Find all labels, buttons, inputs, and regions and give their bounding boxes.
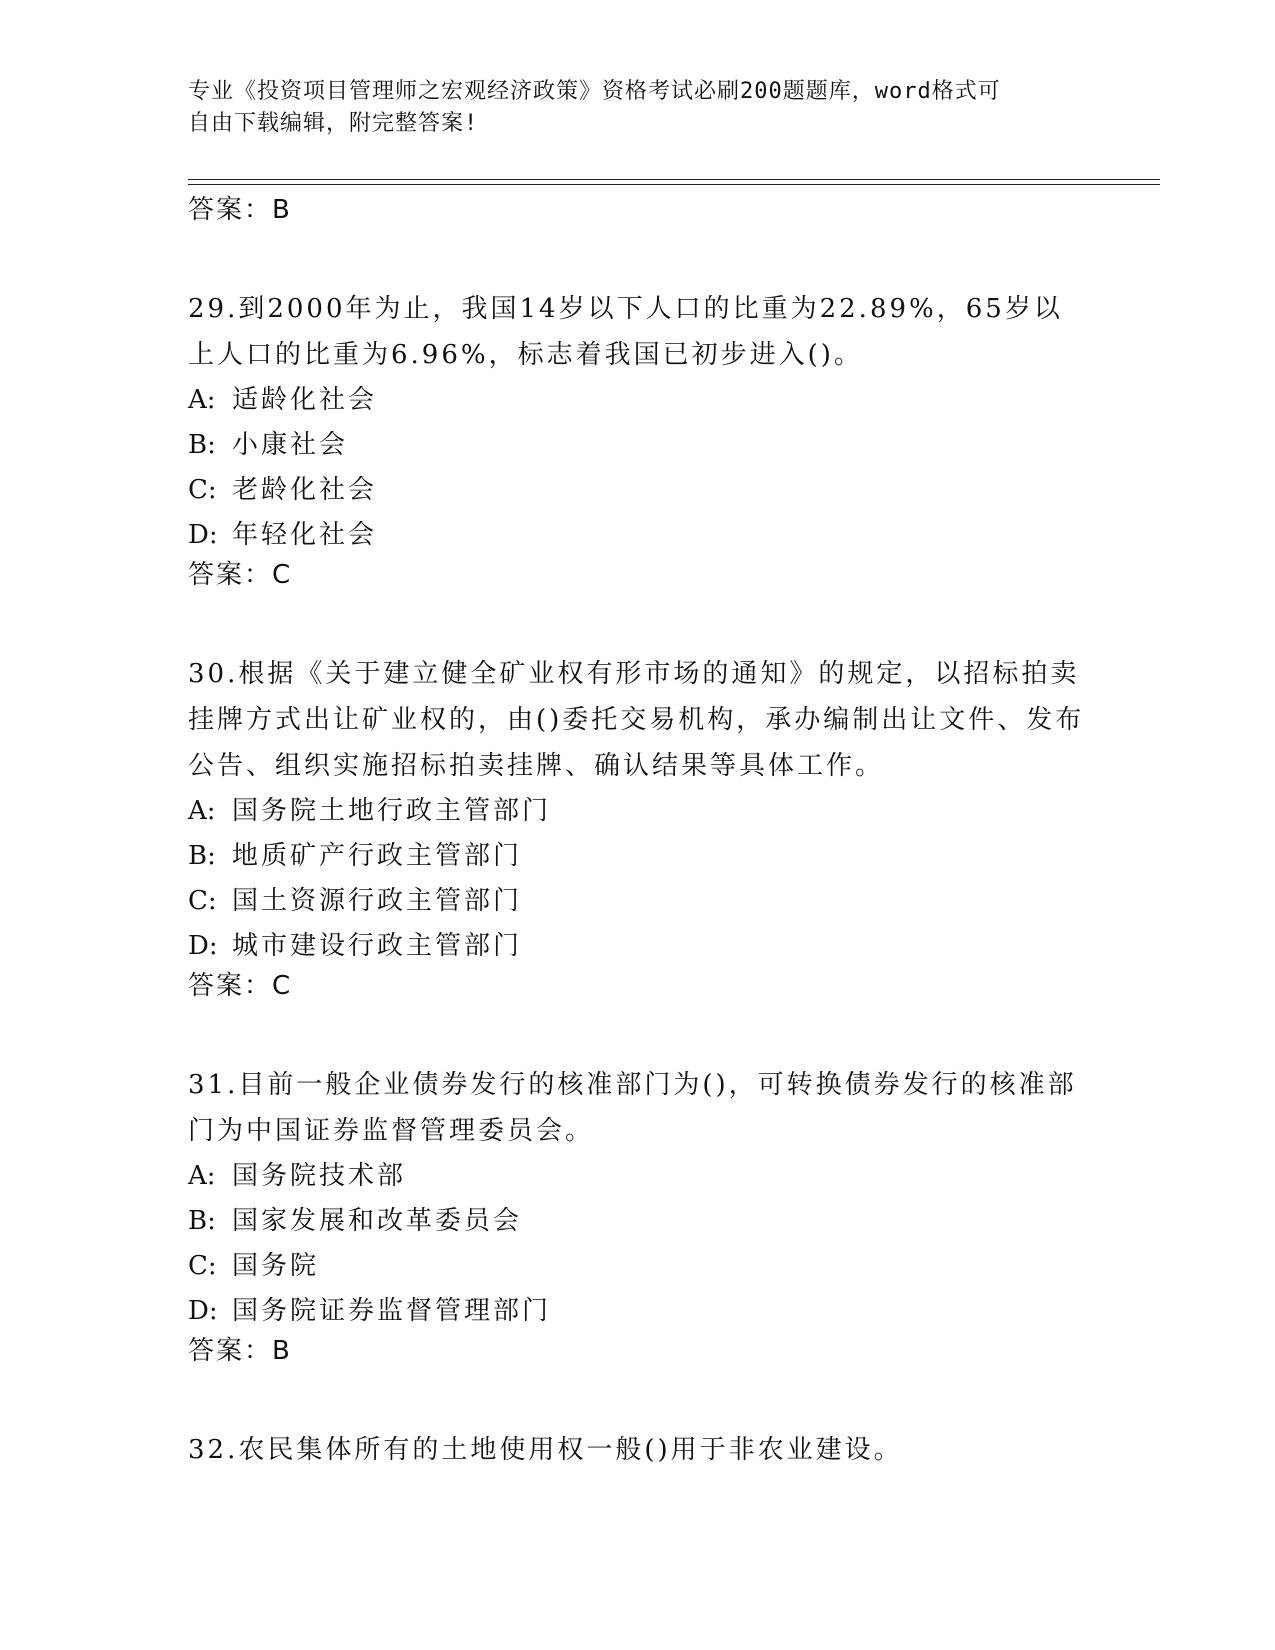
document-header: [188, 76, 1068, 140]
answer-line: 答案：C: [188, 971, 293, 1001]
option-a: [188, 789, 1088, 834]
header-line-2: 自由下载编辑，附完整答案!: [188, 111, 479, 136]
option-b: [188, 834, 1088, 879]
question-stem: 32.农民集体所有的土地使用权一般()用于非农业建设。: [188, 1435, 903, 1465]
option-text: 适龄化社会: [232, 385, 378, 415]
option-text: 国土资源行政主管部门: [232, 886, 523, 916]
previous-answer: 答案：B: [188, 195, 292, 225]
option-text: 国家发展和改革委员会: [232, 1206, 523, 1236]
question-list: [188, 193, 1088, 1473]
option-key: A:: [188, 385, 216, 415]
question-stem: 30.根据《关于建立健全矿业权有形市场的通知》的规定，以招标拍卖挂牌方式出让矿业权的，由()委托交易机构，承办编制出让文件、发布公告、组织实施招标拍卖挂牌、确认结果等具体工作。: [188, 659, 1085, 781]
option-key: A:: [188, 1161, 216, 1191]
option-text: 国务院证券监督管理部门: [232, 1296, 552, 1326]
option-text: 国务院土地行政主管部门: [232, 796, 552, 826]
question-31: [188, 1062, 1088, 1368]
option-c: [188, 1244, 1088, 1289]
option-text: 国务院技术部: [232, 1161, 407, 1191]
option-d: [188, 1289, 1088, 1334]
option-key: B:: [188, 841, 216, 871]
header-divider-top: [188, 179, 1160, 180]
option-a: [188, 378, 1088, 423]
option-text: 国务院: [232, 1251, 320, 1281]
question-32: [188, 1427, 1088, 1473]
option-b: [188, 423, 1088, 468]
option-key: C:: [188, 886, 217, 916]
option-text: 老龄化社会: [232, 475, 378, 505]
option-text: 地质矿产行政主管部门: [232, 841, 523, 871]
option-key: C:: [188, 475, 217, 505]
answer-line: 答案：C: [188, 560, 293, 590]
option-b: [188, 1199, 1088, 1244]
option-text: 小康社会: [232, 430, 349, 460]
option-key: D:: [188, 520, 218, 550]
option-d: [188, 513, 1088, 558]
option-key: C:: [188, 1251, 217, 1281]
option-a: [188, 1154, 1088, 1199]
option-key: D:: [188, 931, 218, 961]
option-text: 城市建设行政主管部门: [232, 931, 523, 961]
header-line-1: 专业《投资项目管理师之宏观经济政策》资格考试必刷200题题库，word格式可: [188, 79, 1001, 104]
option-key: A:: [188, 796, 216, 826]
option-text: 年轻化社会: [232, 520, 378, 550]
option-c: [188, 468, 1088, 513]
question-stem: 31.目前一般企业债券发行的核准部门为()，可转换债券发行的核准部门为中国证券监督管理委员会。: [188, 1070, 1077, 1146]
option-c: [188, 879, 1088, 924]
option-key: B:: [188, 1206, 216, 1236]
answer-line: 答案：B: [188, 1336, 292, 1366]
question-29: [188, 286, 1088, 592]
option-key: D:: [188, 1296, 218, 1326]
question-30: [188, 651, 1088, 1003]
question-stem: 29.到2000年为止，我国14岁以下人口的比重为22.89%，65岁以上人口的比重为6.96%，标志着我国已初步进入()。: [188, 294, 1063, 370]
option-key: B:: [188, 430, 216, 460]
header-divider-bottom: [188, 184, 1160, 185]
option-d: [188, 924, 1088, 969]
